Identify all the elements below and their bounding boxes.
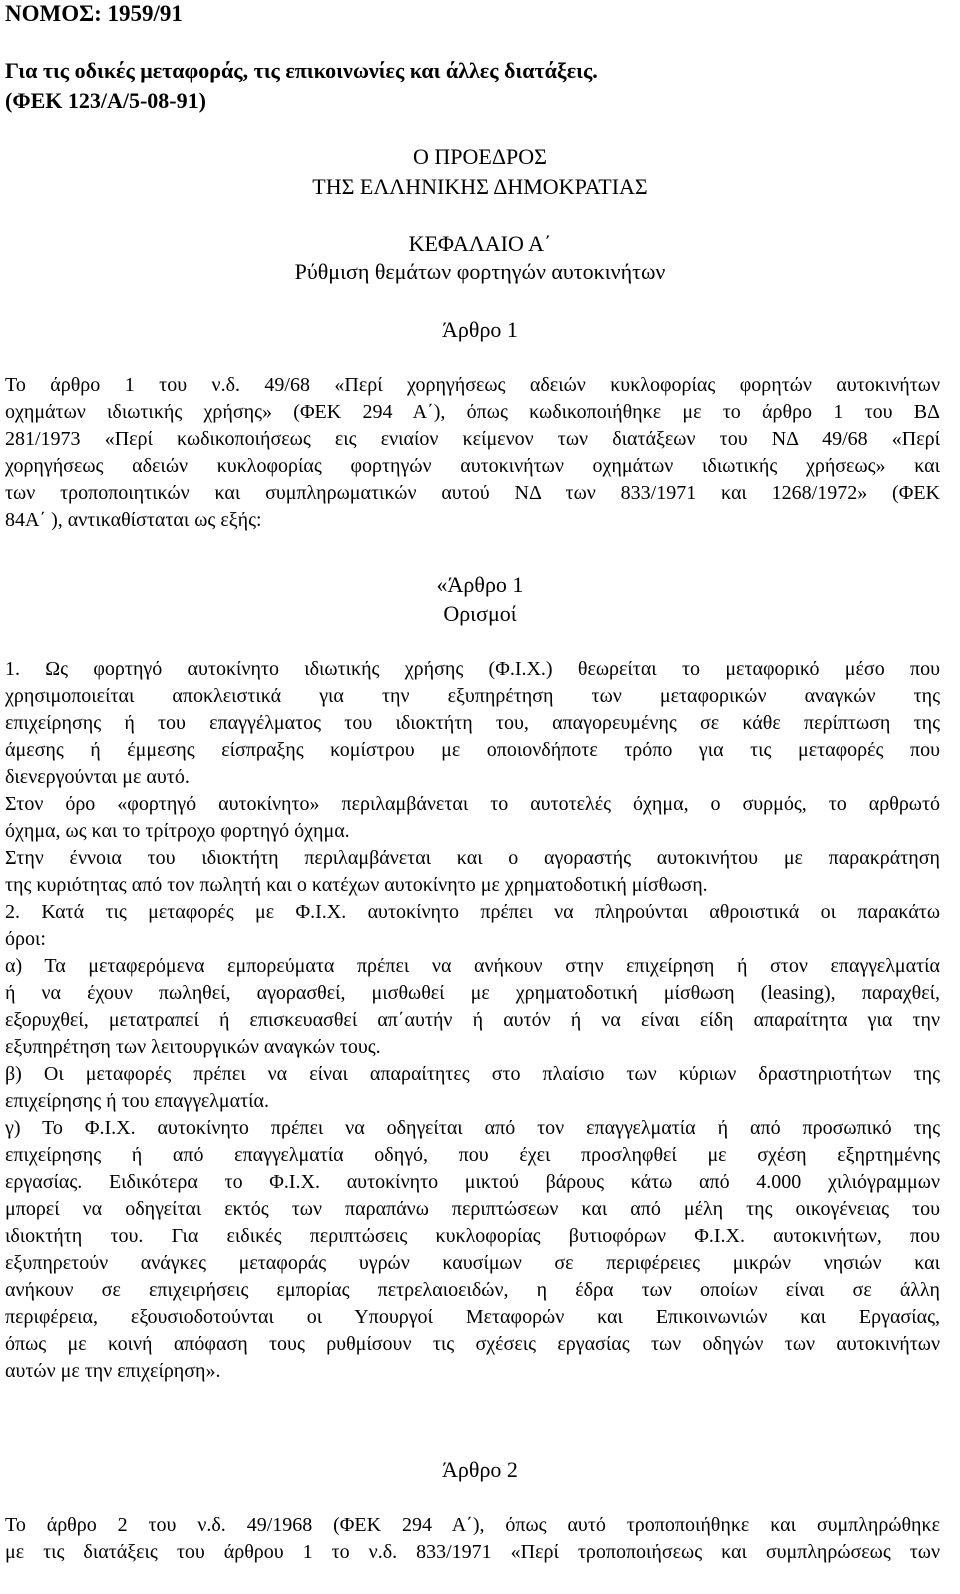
- text-line: ή να έχουν πωληθεί, αγορασθεί, μισθωθεί με χρηματοδοτική μίσθωση (leasing), παραχθεί,: [5, 982, 940, 1004]
- text-line: Στον όρο «φορτηγό αυτοκίνητο» περιλαμβάνεται το αυτοτελές όχημα, ο συρμός, το αρθρωτό: [5, 793, 940, 815]
- text-line: μπορεί να οδηγείται εκτός των παραπάνω περιπτώσεων και από μέλη της οικογένειας του: [5, 1198, 940, 1220]
- quoted-article-heading: «Άρθρο 1: [436, 572, 524, 597]
- text-line: ιδιοκτήτη του. Για ειδικές περιπτώσεις κυκλοφορίας βυτιοφόρων Φ.Ι.Χ. αυτοκινήτων, που: [5, 1225, 940, 1247]
- definitions-paragraph-1: [5, 656, 940, 791]
- chapter-title: Ρύθμιση θεμάτων φορτηγών αυτοκινήτων: [294, 259, 666, 284]
- text-line: εξορυχθεί, μετατραπεί ή επισκευασθεί απ΄αυτήν ή αυτόν ή να είναι είδη απαραίτητα για την: [5, 1009, 940, 1031]
- text-line: με τις διατάξεις του άρθρου 1 το ν.δ. 833/1971 «Περί τροποποιήσεως και συμπληρώσεως των: [5, 1541, 940, 1563]
- issuer-line-1: Ο ΠΡΟΕΔΡΟΣ: [413, 144, 547, 169]
- text-line: Στην έννοια του ιδιοκτήτη περιλαμβάνεται και ο αγοραστής αυτοκινήτου με παρακράτηση: [5, 847, 940, 869]
- text-line: β) Οι μεταφορές πρέπει να είναι απαραίτητες στο πλαίσιο των κύριων δραστηριοτήτων της: [5, 1063, 940, 1085]
- text-line: των τροποποιητικών και συμπληρωματικών αυτού ΝΔ των 833/1971 και 1268/1972» (ΦΕΚ: [5, 482, 940, 504]
- article-1-intro: [5, 372, 940, 534]
- definitions-paragraph-3: [5, 845, 940, 899]
- condition-c: [5, 1115, 940, 1385]
- text-line: 281/1973 «Περί κωδικοποιήσεως εις ενιαίον κείμενον των διατάξεων του ΝΔ 49/68 «Περί: [5, 428, 940, 450]
- text-line: όπως με κοινή απόφαση τους ρυθμίσουν τις σχέσεις εργασίας των οδηγών των αυτοκινήτων: [5, 1333, 940, 1355]
- text-line: εργασίας. Ειδικότερα το Φ.Ι.Χ. αυτοκίνητο μικτού βάρους κάτω από 4.000 χιλιόγραμμων: [5, 1171, 940, 1193]
- law-number: ΝΟΜΟΣ: 1959/91: [5, 1, 183, 26]
- text-line: χρησιμοποιείται αποκλειστικά για την εξυπηρέτηση των μεταφορικών αναγκών της: [5, 685, 940, 707]
- article-1-heading: Άρθρο 1: [442, 317, 518, 342]
- article-2-text: [5, 1512, 940, 1566]
- text-line: γ) Το Φ.Ι.Χ. αυτοκίνητο πρέπει να οδηγείται από τον επαγγελματία ή από προσωπικό της: [5, 1117, 940, 1139]
- text-line: περιφέρεια, εξουσιοδοτούνται οι Υπουργοί Μεταφορών και Επικοινωνιών και Εργασίας,: [5, 1306, 940, 1328]
- condition-a: [5, 953, 940, 1061]
- text-line: όχημα, ως και το τρίτροχο φορτηγό όχημα.: [5, 820, 350, 842]
- text-line: επιχείρησης ή από επαγγελματία οδηγό, που έχει προσληφθεί με σχέση εξηρτημένης: [5, 1144, 940, 1166]
- law-title-block: [5, 56, 598, 116]
- text-line: 84Α΄ ), αντικαθίσταται ως εξής:: [5, 509, 262, 531]
- text-line: 1. Ως φορτηγό αυτοκίνητο ιδιωτικής χρήσης (Φ.Ι.Χ.) θεωρείται το μεταφορικό μέσο που: [5, 658, 940, 680]
- condition-b: [5, 1061, 940, 1115]
- text-line: αυτών με την επιχείρηση».: [5, 1360, 221, 1382]
- text-line: εξυπηρέτηση των λειτουργικών αναγκών τους.: [5, 1036, 381, 1058]
- text-line: όροι:: [5, 928, 46, 950]
- text-line: επιχείρησης ή του επαγγέλματος του ιδιοκτήτη του, απαγορευμένης σε κάθε περίπτωση της: [5, 712, 940, 734]
- conditions-intro: [5, 899, 940, 953]
- text-line: άμεσης ή έμμεσης είσπραξης κομίστρου με οποιονδήποτε τρόπο για τις μεταφορές που: [5, 739, 940, 761]
- text-line: ανήκουν σε επιχειρήσεις εμπορίας πετρελαιοειδών, η έδρα των οποίων είναι σε άλλη: [5, 1279, 940, 1301]
- text-line: Το άρθρο 1 του ν.δ. 49/68 «Περί χορηγήσεως αδειών κυκλοφορίας φορητών αυτοκινήτων: [5, 374, 940, 396]
- law-title: Για τις οδικές μεταφοράς, τις επικοινωνίες και άλλες διατάξεις.: [5, 58, 598, 83]
- issuer-line-2: ΤΗΣ ΕΛΛΗΝΙΚΗΣ ΔΗΜΟΚΡΑΤΙΑΣ: [312, 174, 648, 199]
- text-line: της κυριότητας από τον πωλητή και ο κατέχων αυτοκίνητο με χρηματοδοτική μίσθωση.: [5, 874, 708, 896]
- text-line: εξυπηρετούν ανάγκες μεταφοράς υγρών καυσίμων σε περιφέρειες μικρών νησιών και: [5, 1252, 940, 1274]
- text-line: Το άρθρο 2 του ν.δ. 49/1968 (ΦΕΚ 294 Α΄), όπως αυτό τροποποιήθηκε και συμπληρώθηκε: [5, 1514, 940, 1536]
- article-2-heading: Άρθρο 2: [442, 1457, 518, 1482]
- text-line: επιχείρησης ή του επαγγελματία.: [5, 1090, 270, 1112]
- text-line: 2. Κατά τις μεταφορές με Φ.Ι.Χ. αυτοκίνητο πρέπει να πληρούνται αθροιστικά οι παρακάτω: [5, 901, 940, 923]
- text-line: χορηγήσεως αδειών κυκλοφορίας φορτηγών αυτοκινήτων οχημάτων ιδιωτικής χρήσεως» και: [5, 455, 940, 477]
- text-line: οχημάτων ιδιωτικής χρήσης» (ΦΕΚ 294 Α΄), όπως κωδικοποιήθηκε με το άρθρο 1 του ΒΔ: [5, 401, 940, 423]
- gazette-reference: (ΦΕΚ 123/Α/5-08-91): [5, 88, 206, 113]
- quoted-article-title: Ορισμοί: [443, 601, 517, 626]
- text-line: α) Τα μεταφερόμενα εμπορεύματα πρέπει να ανήκουν στην επιχείρηση ή στον επαγγελματία: [5, 955, 940, 977]
- text-line: διενεργούνται με αυτό.: [5, 766, 190, 788]
- definitions-paragraph-2: [5, 791, 940, 845]
- chapter-heading: ΚΕΦΑΛΑΙΟ Α΄: [408, 231, 552, 256]
